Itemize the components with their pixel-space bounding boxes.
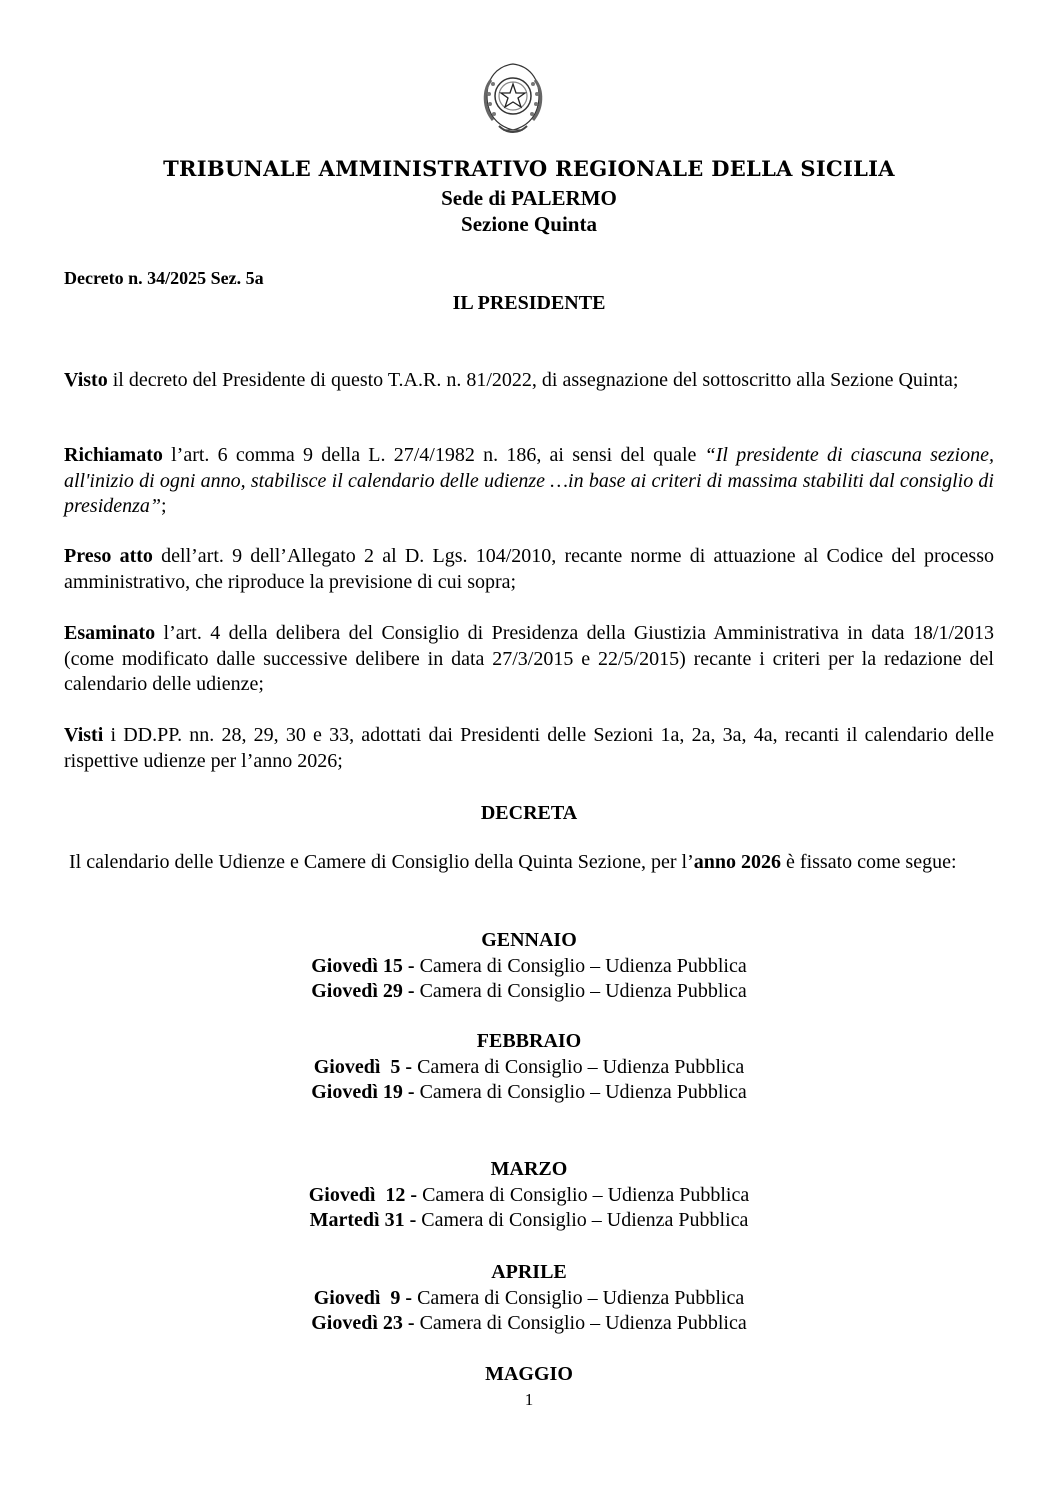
preamble-text: l’art. 4 della delibera del Consiglio di Presidenza della Giustizia Amministrativa in data 18/1/2013 (come modificato dalle successive delibere in data 27/3/2015 e 22/5/2015) recante i criteri per la redazione del calendario delle udienze; bbox=[64, 622, 994, 695]
court-seat: Sede di PALERMO bbox=[441, 186, 617, 210]
issuing-authority: IL PRESIDENTE bbox=[452, 292, 606, 314]
decree-number: Decreto n. 34/2025 Sez. 5a bbox=[64, 268, 264, 288]
session-type: Camera di Consiglio – Udienza Pubblica bbox=[414, 954, 747, 977]
month-name: FEBBRAIO bbox=[476, 1030, 582, 1052]
session-type: Camera di Consiglio – Udienza Pubblica bbox=[414, 1081, 747, 1103]
preamble-lead: Preso atto bbox=[64, 545, 153, 567]
preamble-preso-atto bbox=[64, 544, 994, 595]
calendar-month-gennaio bbox=[0, 928, 1058, 1005]
preamble-esaminato bbox=[64, 621, 994, 698]
session-type: Camera di Consiglio – Udienza Pubblica bbox=[412, 1055, 745, 1078]
session-row bbox=[0, 1080, 1058, 1106]
decreta-heading: DECRETA bbox=[480, 802, 578, 824]
session-row bbox=[0, 1208, 1058, 1234]
court-section: Sezione Quinta bbox=[461, 212, 597, 236]
session-row bbox=[0, 1286, 1058, 1312]
session-type: Camera di Consiglio – Udienza Pubblica bbox=[412, 1286, 745, 1309]
intro-year: anno 2026 bbox=[693, 851, 782, 873]
session-type: Camera di Consiglio – Udienza Pubblica bbox=[417, 1183, 750, 1206]
session-row bbox=[0, 954, 1058, 980]
session-row bbox=[0, 1183, 1058, 1209]
session-type: Camera di Consiglio – Udienza Pubblica bbox=[414, 980, 747, 1002]
session-row bbox=[0, 1311, 1058, 1337]
calendar-intro bbox=[69, 850, 994, 876]
preamble-quote: “Il presidente di ciascuna sezione, all'inizio di ogni anno, stabilisce il calendario delle udienze …in base ai criteri di massima stabiliti dal consiglio di presidenza” bbox=[64, 444, 994, 517]
preamble-text: il decreto del Presidente di questo T.A.R. n. 81/2022, di assegnazione del sottoscritto alla Sezione Quinta; bbox=[107, 369, 959, 391]
preamble-text: l’art. 6 comma 9 della L. 27/4/1982 n. 186, ai sensi del quale bbox=[162, 444, 705, 466]
preamble-lead: Esaminato bbox=[64, 622, 156, 644]
session-day: Giovedì 19 - bbox=[311, 1081, 415, 1103]
calendar-month-febbraio bbox=[0, 1029, 1058, 1106]
session-day: Giovedì 12 - bbox=[308, 1183, 418, 1206]
session-type: Camera di Consiglio – Udienza Pubblica bbox=[416, 1209, 749, 1231]
month-name: MARZO bbox=[490, 1158, 568, 1180]
intro-after: è fissato come segue: bbox=[781, 851, 957, 873]
preamble-lead: Richiamato bbox=[64, 444, 163, 466]
month-name: APRILE bbox=[491, 1261, 567, 1283]
court-name: TRIBUNALE AMMINISTRATIVO REGIONALE DELLA SICILIA bbox=[163, 156, 895, 181]
page-number: 1 bbox=[524, 1390, 534, 1409]
session-day: Giovedì 9 - bbox=[313, 1286, 413, 1309]
preamble-text: dell’art. 9 dell’Allegato 2 al D. Lgs. 104/2010, recante norme di attuazione al Codice del processo amministrativo, che riproduce la previsione di cui sopra; bbox=[64, 545, 994, 593]
session-type: Camera di Consiglio – Udienza Pubblica bbox=[414, 1312, 747, 1334]
intro-before: Il calendario delle Udienze e Camere di Consiglio della Quinta Sezione, per l’ bbox=[69, 851, 694, 873]
preamble-lead: Visto bbox=[64, 369, 108, 391]
session-day: Giovedì 29 - bbox=[311, 980, 415, 1002]
month-name: GENNAIO bbox=[481, 929, 577, 951]
preamble-visto bbox=[64, 368, 994, 394]
preamble-lead: Visti bbox=[64, 724, 104, 746]
calendar-month-aprile bbox=[0, 1260, 1058, 1337]
session-row bbox=[0, 1055, 1058, 1081]
preamble-text: i DD.PP. nn. 28, 29, 30 e 33, adottati dai Presidenti delle Sezioni 1a, 2a, 3a, 4a, recanti il calendario delle rispettive udienze per l’anno 2026; bbox=[64, 724, 994, 772]
session-row bbox=[0, 979, 1058, 1005]
preamble-richiamato bbox=[64, 443, 994, 520]
session-day: Martedì 31 - bbox=[309, 1209, 417, 1231]
preamble-visti bbox=[64, 723, 994, 774]
session-day: Giovedì 23 - bbox=[311, 1312, 415, 1334]
italian-republic-emblem-icon bbox=[477, 60, 549, 138]
preamble-tail: ; bbox=[161, 495, 167, 517]
calendar-month-marzo bbox=[0, 1157, 1058, 1234]
calendar-month-maggio bbox=[0, 1362, 1058, 1388]
session-day: Giovedì 15 - bbox=[311, 954, 415, 977]
session-day: Giovedì 5 - bbox=[313, 1055, 413, 1078]
month-name: MAGGIO bbox=[485, 1363, 573, 1385]
